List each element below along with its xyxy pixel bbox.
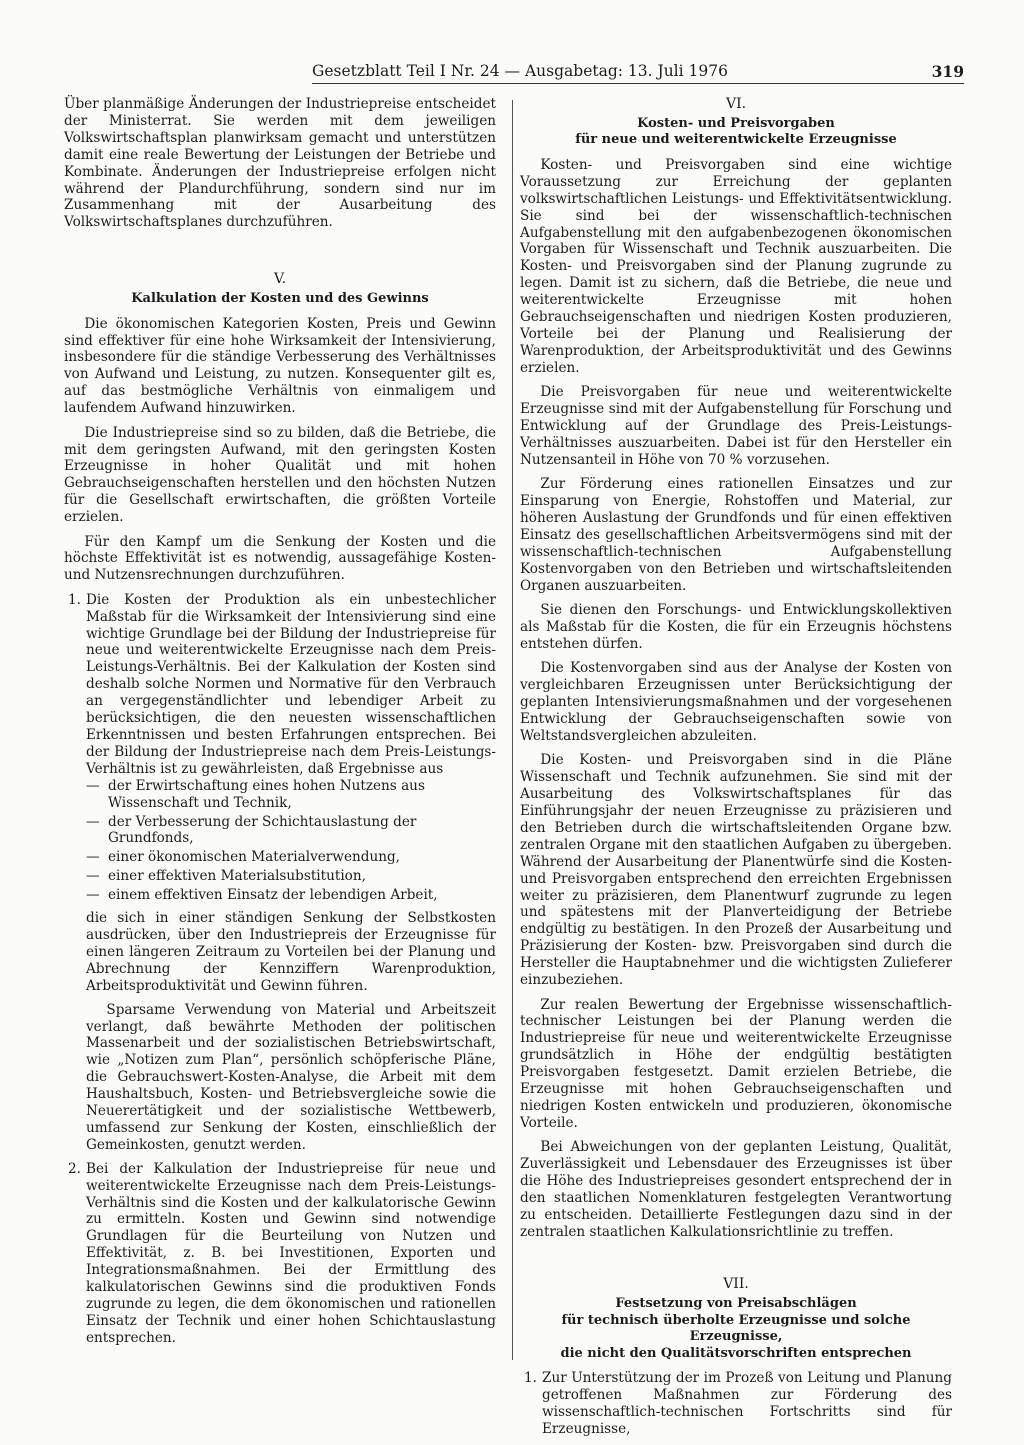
right-column	[520, 96, 952, 1445]
section-6-paragraph-4: Sie dienen den Forschungs- und Entwicklungskollektiven als Maßstab für die Kosten, die für ein Erzeugnis höchstens entstehen dürfen.	[520, 602, 952, 652]
left-column	[64, 96, 496, 1354]
list-item-number: 1.	[524, 1370, 537, 1387]
dash-list	[86, 778, 496, 904]
page-header	[312, 60, 964, 84]
section-6-paragraph-6: Die Kosten- und Preisvorgaben sind in die Pläne Wissenschaft und Technik aufzunehmen. Sie sind mit der Ausarbeitung des Volkswirtschaftsplanes für das Einführungsjahr der neuen Erzeugnisse zu präzisieren und den Betrieben durch die wirtschaftsleitenden Organe bzw. zentralen Organe mit den staatlichen Aufgaben zu übergeben. Während der Ausarbeitung der Planentwürfe sind die Kosten- und Preisvorgaben entsprechend den erreichten Ergebnissen weiter zu präzisieren, dem Planentwurf zugrunde zu legen und spätestens mit der Planverteidigung der Betriebe endgültig zu bestätigen. In den Prozeß der Ausarbeitung und Präzisierung der Kosten- bzw. Preisvorgaben sind durch die Hersteller die Hauptabnehmer und die wichtigsten Zulieferer einzubeziehen.	[520, 752, 952, 989]
dash-item: — einer ökonomischen Materialverwendung,	[86, 849, 400, 866]
section-5-number: V.	[273, 271, 287, 288]
section-7-number: VII.	[723, 1276, 749, 1293]
dash-item: — der Verbesserung der Schichtauslastung der Grundfonds,	[86, 813, 417, 847]
section-6-paragraph-5: Die Kostenvorgaben sind aus der Analyse der Kosten von vergleichbaren Erzeugnissen unter Berücksichtigung der geplanten Intensivierungsmaßnahmen und der vorgesehenen Entwicklung der Gebrauchseigenschaften sowie von Weltstandsvergleichen abzuleiten.	[520, 660, 952, 744]
section-6-title: Kosten- und Preisvorgaben für neue und weiterentwickelte Erzeugnisse	[575, 115, 897, 148]
list-item-text: Zur Unterstützung der im Prozeß von Leitung und Planung getroffenen Maßnahmen zur Förderung des wissenschaftlich-technischen Fortschritts sind für Erzeugnisse,	[542, 1370, 952, 1437]
list-item-1	[520, 1370, 952, 1438]
section-5-paragraph-2: Die Industriepreise sind so zu bilden, daß die Betriebe, die mit dem geringsten Aufwand, mit den geringsten Kosten Erzeugnisse in hoher Qualität und mit hohen Gebrauchseigenschaften herstellen und den höchsten Nutzen für die Gesellschaft erwirtschaften, die größten Vorteile erzielen.	[64, 424, 496, 526]
list-item-number: 1.	[68, 591, 81, 608]
section-5-list	[64, 592, 496, 1347]
column-divider	[512, 100, 513, 1360]
list-item-text-after: die sich in einer ständigen Senkung der Selbstkosten ausdrücken, über den Industriepreis der Erzeugnisse für einen längeren Zeitraum zu Vorteilen bei der Planung und Abrechnung der Kennziffern Warenproduktion, Arbeitsproduktivität und Gewinn führen.	[86, 910, 496, 994]
list-item-1	[64, 592, 496, 1154]
section-5-title: Kalkulation der Kosten und des Gewinns	[131, 291, 429, 307]
section-6-paragraph-3: Zur Förderung eines rationellen Einsatzes und zur Einsparung von Energie, Rohstoffen und Material, zur höheren Auslastung der Grundfonds und für einen effektiven Einsatz des gesellschaftlichen Arbeitsvermögens sind mit der wissenschaftlich-technischen Aufgabenstellung Kostenvorgaben von den Betrieben und wirtschaftsleitenden Organen auszuarbeiten.	[520, 476, 952, 594]
dash-item: — einer effektiven Materialsubstitution,	[86, 868, 366, 885]
list-item-2	[64, 1161, 496, 1347]
list-item-text: Die Kosten der Produktion als ein unbestechlicher Maßstab für die Wirksamkeit der Intensivierung sind eine wichtige Grundlage bei der Bildung der Industriepreise für neue und weiterentwickelte Erzeugnisse nach dem Preis-Leistungs-Verhältnis. Bei der Kalkulation der Kosten sind deshalb solche Normen und Normative für den Verbrauch an vergegenständlichter und lebendiger Arbeit zu berücksichtigen, die den neuesten wissenschaftlichen Erkenntnissen und besten Erfahrungen entsprechen. Bei der Bildung der Industriepreise nach dem Preis-Leistungs-Verhältnis ist zu gewährleisten, daß Ergebnisse aus	[86, 591, 496, 777]
section-6-paragraph-1: Kosten- und Preisvorgaben sind eine wichtige Voraussetzung zur Erreichung der geplanten volkswirtschaftlichen Leistungs- und Effektivitätsentwicklung. Sie sind bei der wissenschaftlich-technischen Aufgabenstellung mit den aufgabenbezogenen ökonomischen Vorgaben für Wissenschaft und Technik auszuarbeiten. Die Kosten- und Preisvorgaben sind der Planung zugrunde zu legen. Damit ist zu sichern, daß die Betriebe, die neue und weiterentwickelte Erzeugnisse mit hohen Gebrauchseigenschaften und niedrigen Kosten produzieren, Vorteile bei der Planung und Realisierung der Warenproduktion, der Arbeitsproduktivität und des Gewinns erzielen.	[520, 156, 952, 376]
section-6-number: VI.	[725, 96, 747, 112]
section-5-paragraph-1: Die ökonomischen Kategorien Kosten, Preis und Gewinn sind effektiver für eine hohe Wirksamkeit der Intensivierung, insbesondere für die ständige Verbesserung des Verhältnisses von Aufwand und Leistung, zu nutzen. Konsequenter gilt es, auf das bestmögliche Verhältnis von einmaligem und laufendem Aufwand hinzuwirken.	[64, 315, 496, 417]
page-number: 319	[931, 62, 964, 81]
list-item-continuation: Sparsame Verwendung von Material und Arbeitszeit verlangt, daß bewährte Methoden der politischen Massenarbeit und der sozialistischen Betriebswirtschaft, wie „Notizen zum Plan“, persönlich schöpferische Pläne, die Gebrauchswert-Kosten-Analyse, die Arbeit mit dem Haushaltsbuch, Kosten- und Betriebsvergleiche sowie die Neuerertätigkeit und der sozialistische Wettbewerb, umfassend zur Senkung der Kosten, einschließlich der Gemeinkosten, genutzt werden.	[86, 1001, 496, 1153]
section-6-paragraph-2: Die Preisvorgaben für neue und weiterentwickelte Erzeugnisse sind mit der Aufgabenstellung für Forschung und Entwicklung auf der Grundlage des Preis-Leistungs-Verhältnisses auszuarbeiten. Dabei ist für den Hersteller ein Nutzensanteil in Höhe von 70 % vorzusehen.	[520, 384, 952, 468]
section-7-list	[520, 1370, 952, 1438]
dash-item: — der Erwirtschaftung eines hohen Nutzens aus Wissenschaft und Technik,	[86, 777, 425, 811]
dash-item: — einem effektiven Einsatz der lebendigen Arbeit,	[86, 887, 438, 904]
list-item-number: 2.	[68, 1160, 81, 1177]
section-7-title: Festsetzung von Preisabschlägen für technisch überholte Erzeugnisse und solche Erzeugnisse, die nicht den Qualitätsvorschriften entsprechen	[560, 1296, 912, 1361]
list-item-text: Bei der Kalkulation der Industriepreise für neue und weiterentwickelte Erzeugnisse nach dem Preis-Leistungs-Verhältnis sind die Kosten und der kalkulatorische Gewinn zu ermitteln. Kosten und Gewinn sind notwendige Grundlagen für die Beurteilung von Nutzen und Effektivität, z. B. bei Investitionen, Exporten und Integrationsmaßnahmen. Bei der Ermittlung des kalkulatorischen Gewinns sind die produktiven Fonds zugrunde zu legen, die dem ökonomischen und rationellen Einsatz der Technik und einer hohen Schichtauslastung entsprechen.	[86, 1160, 496, 1346]
header-title: Gesetzblatt Teil I Nr. 24 — Ausgabetag: 13. Juli 1976	[312, 62, 728, 80]
section-6-paragraph-8: Bei Abweichungen von der geplanten Leistung, Qualität, Zuverlässigkeit und Lebensdauer des Erzeugnisses ist über die Höhe des Industriepreises gesondert entsprechend der in den staatlichen Nomenklaturen festgelegten Verantwortung zu entscheiden. Detaillierte Festlegungen dazu sind in der zentralen staatlichen Kalkulationsrichtlinie zu treffen.	[520, 1139, 952, 1240]
section-5-paragraph-3: Für den Kampf um die Senkung der Kosten und die höchste Effektivität ist es notwendig, aussagefähige Kosten- und Nutzensrechnungen durchzuführen.	[64, 533, 496, 584]
intro-paragraph: Über planmäßige Änderungen der Industriepreise entscheidet der Ministerrat. Sie werden mit dem jeweiligen Volkswirtschaftsplan planwirksam gemacht und unterstützen damit eine reale Bewertung der Leistungen der Betriebe und Kombinate. Änderungen der Industriepreise erfolgen nicht während der Plandurchführung, sondern sind nur im Zusammenhang mit der Ausarbeitung des Volkswirtschaftsplanes durchzuführen.	[64, 96, 496, 231]
header-rule	[312, 83, 964, 84]
section-6-paragraph-7: Zur realen Bewertung der Ergebnisse wissenschaftlich-technischer Leistungen bei der Planung werden die Industriepreise für neue und weiterentwickelte Erzeugnisse grundsätzlich in Höhe der endgültig bestätigten Preisvorgaben festgesetzt. Damit erzielen Betriebe, die Erzeugnisse mit hohen Gebrauchseigenschaften und niedrigen Kosten entwickeln und produzieren, ökonomische Vorteile.	[520, 996, 952, 1131]
